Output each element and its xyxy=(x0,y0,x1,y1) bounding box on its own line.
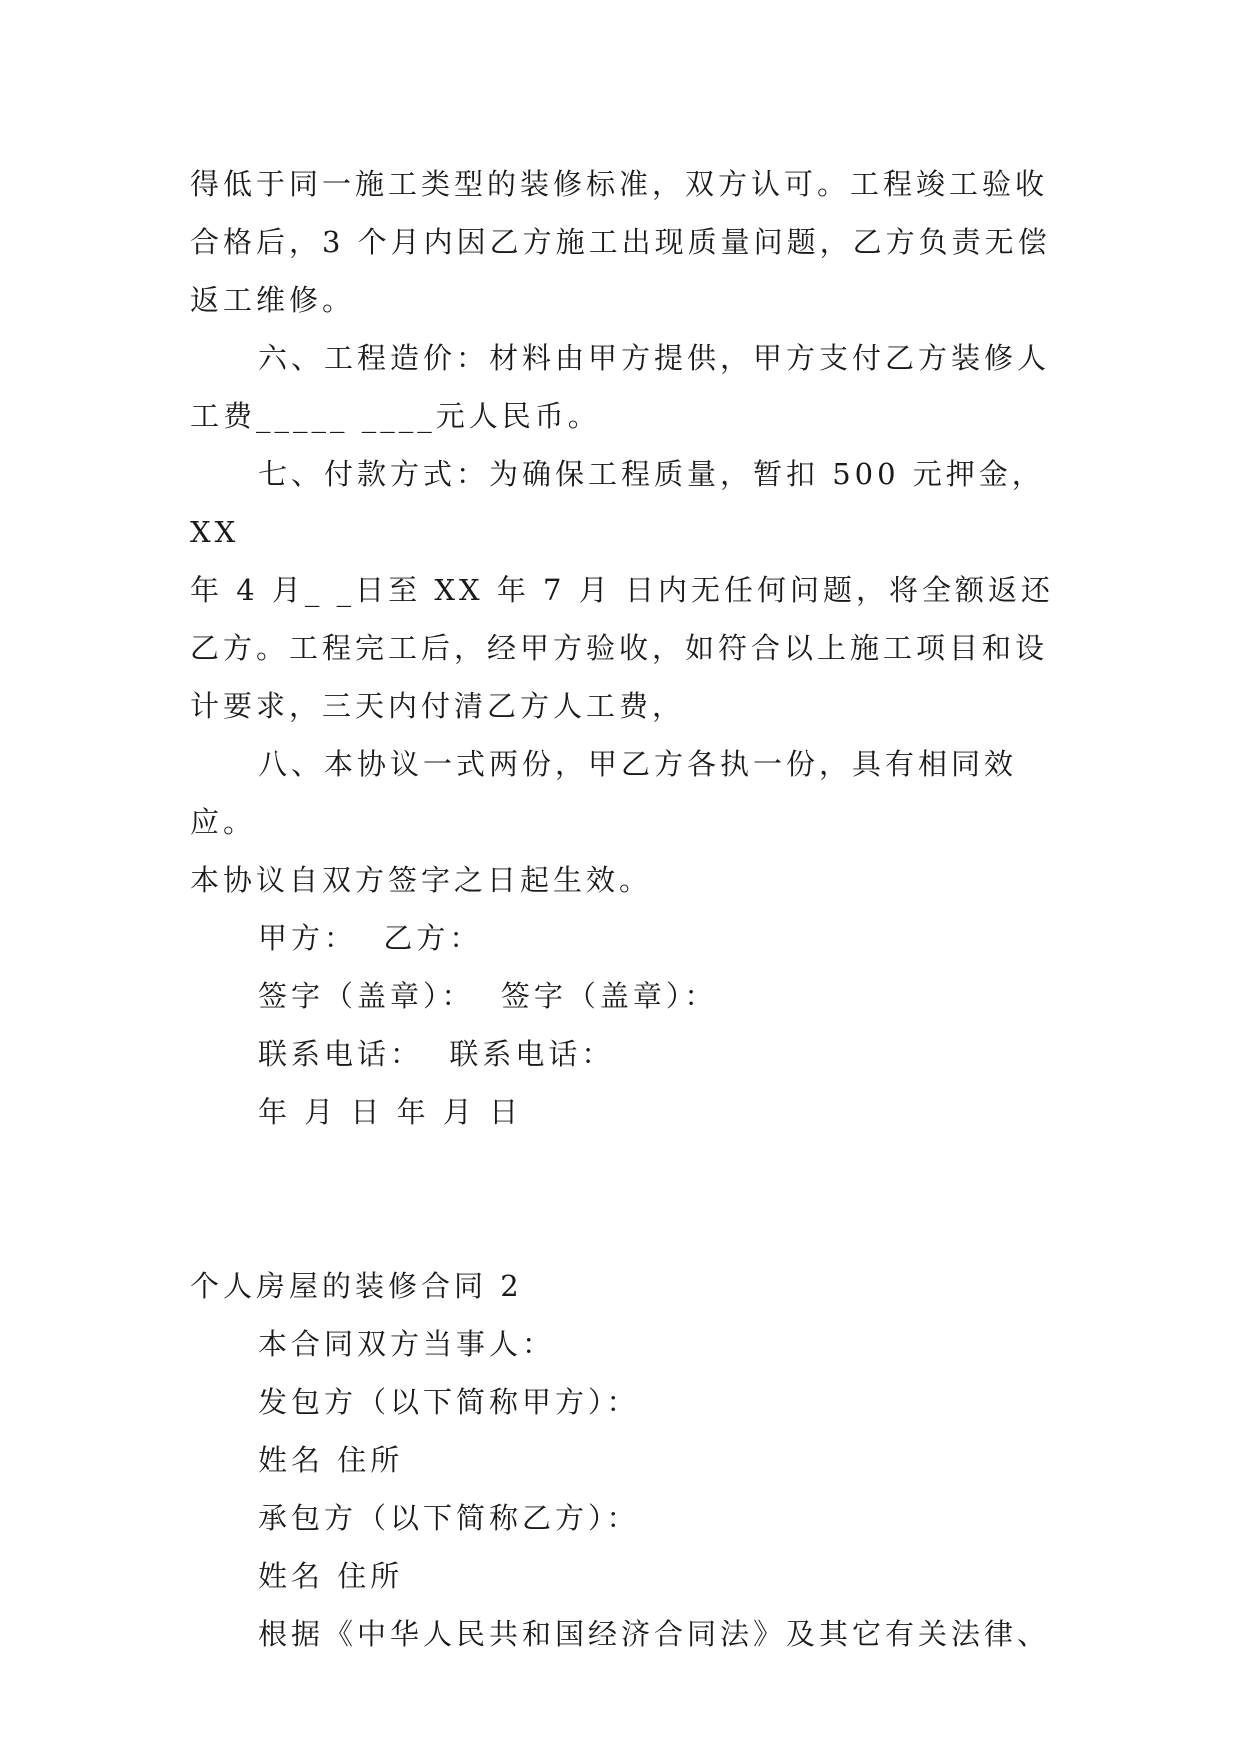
signature-seal: 签字（盖章）： 签字（盖章）： xyxy=(258,979,718,1013)
clause-8-line-2: 本协议自双方签字之日起生效。 xyxy=(190,863,653,897)
signature-phone: 联系电话： 联系电话： xyxy=(258,1037,615,1071)
clause-7-line-4: 计要求，三天内付清乙方人工费， xyxy=(190,689,686,723)
contract-2-title: 个人房屋的装修合同 2 xyxy=(190,1269,523,1303)
contract-2-party-b-label: 承包方（以下简称乙方）： xyxy=(258,1501,640,1535)
contract-2-party-b-fields: 姓名 住所 xyxy=(258,1559,404,1593)
clause-8-line-1: 八、本协议一式两份，甲乙方各执一份，具有相同效应。 xyxy=(190,747,1018,839)
clause-6-line-2: 工费_____ ____元人民币。 xyxy=(190,399,601,433)
document-body xyxy=(190,155,1070,1663)
contract-2-legal-basis: 根据《中华人民共和国经济合同法》及其它有关法律、 xyxy=(258,1617,1051,1651)
clause-5-line-1: 得低于同一施工类型的装修标准，双方认可。工程竣工验收 xyxy=(190,167,1049,201)
clause-7-line-1: 七、付款方式：为确保工程质量，暂扣 500 元押金，XX xyxy=(190,457,1045,549)
clause-5-line-2: 合格后，3 个月内因乙方施工出现质量问题，乙方负责无偿 xyxy=(190,225,1051,259)
clause-5-line-3: 返工维修。 xyxy=(190,283,356,317)
contract-2-party-a-label: 发包方（以下简称甲方）： xyxy=(258,1385,640,1419)
signature-parties: 甲方： 乙方： xyxy=(258,921,483,955)
contract-2-party-a-fields: 姓名 住所 xyxy=(258,1443,404,1477)
clause-7-line-3: 乙方。工程完工后，经甲方验收，如符合以上施工项目和设 xyxy=(190,631,1049,665)
signature-date: 年 月 日 年 月 日 xyxy=(258,1095,523,1129)
clause-6-line-1: 六、工程造价：材料由甲方提供，甲方支付乙方装修人 xyxy=(258,341,1051,375)
section-spacer xyxy=(190,1141,1070,1257)
contract-2-parties-heading: 本合同双方当事人： xyxy=(258,1327,556,1361)
clause-7-line-2: 年 4 月_ _日至 XX 年 7 月 日内无任何问题，将全额返还 xyxy=(190,573,1054,607)
